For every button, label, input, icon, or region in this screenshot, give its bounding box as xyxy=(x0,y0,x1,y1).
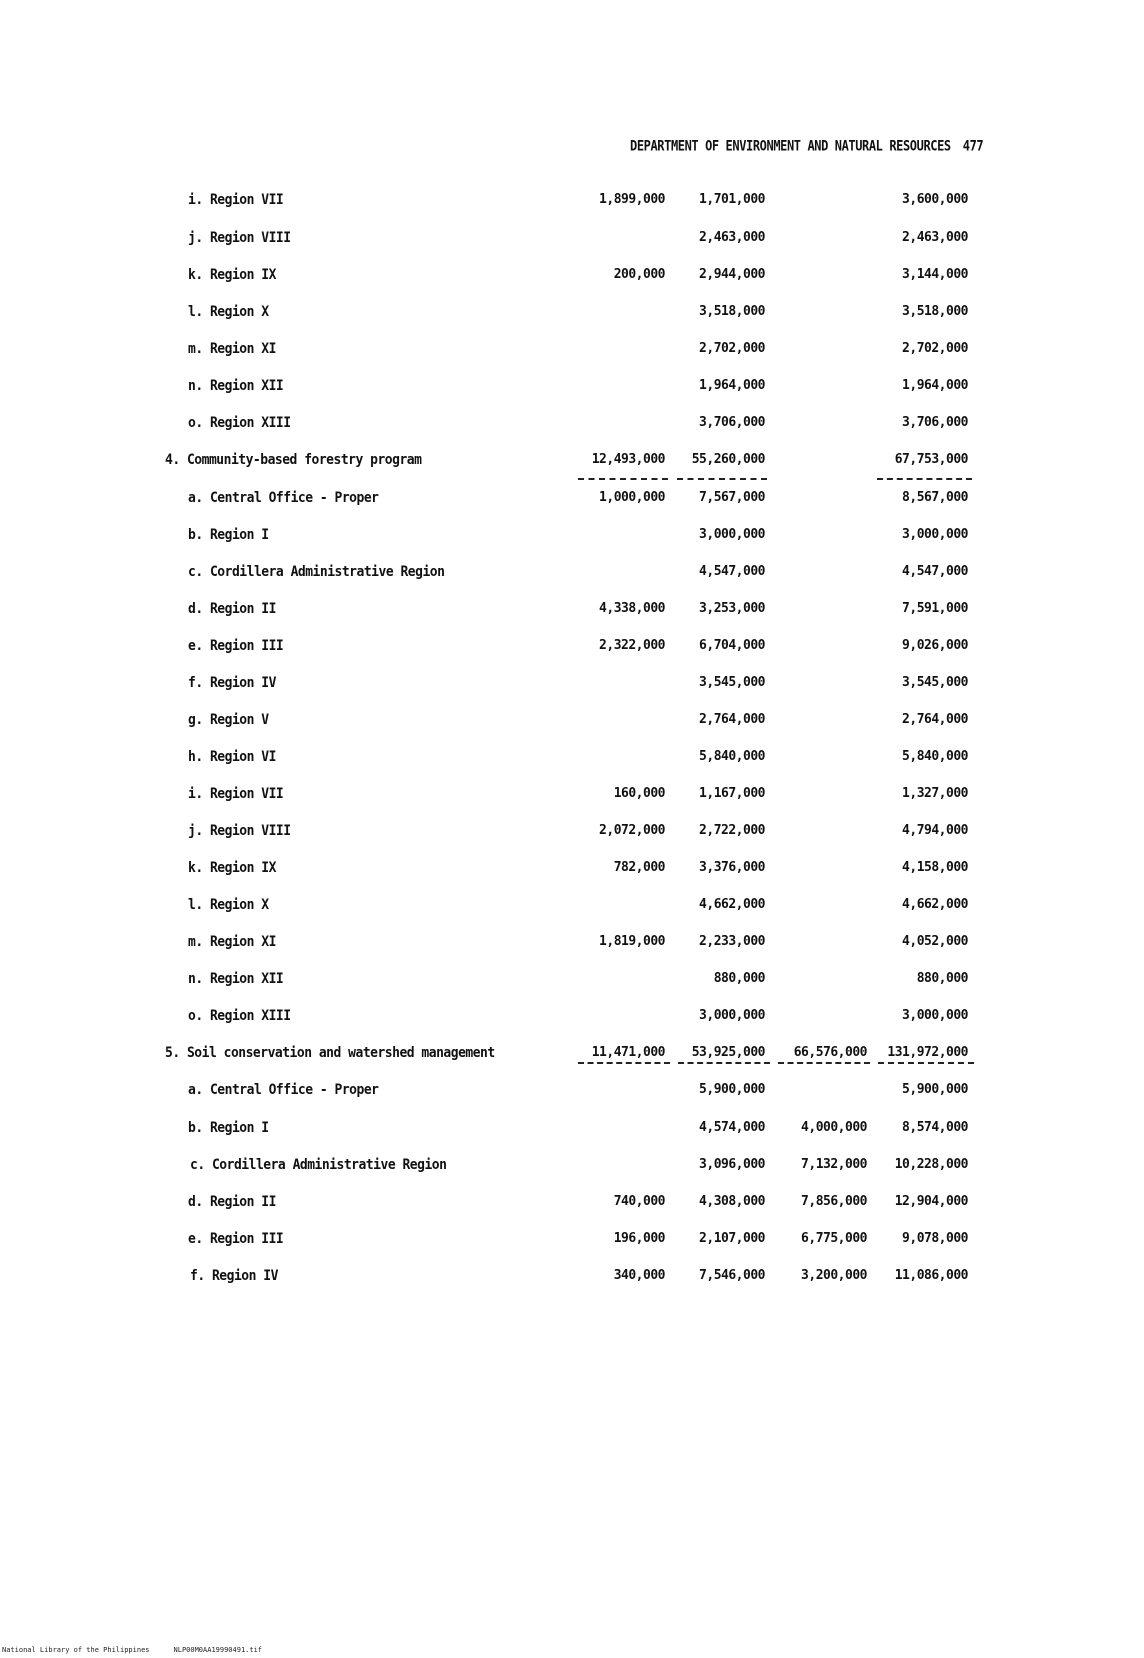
amount-c1: 782,000 xyxy=(613,860,665,875)
table-row xyxy=(0,564,1144,590)
amount-c2: 6,704,000 xyxy=(699,638,765,653)
amount-c3: 3,200,000 xyxy=(801,1268,867,1283)
amount-c4: 3,600,000 xyxy=(902,192,968,207)
amount-c4: 131,972,000 xyxy=(887,1045,968,1060)
amount-c1: 1,000,000 xyxy=(599,490,665,505)
amount-c2: 3,000,000 xyxy=(699,527,765,542)
row-label: c. Cordillera Administrative Region xyxy=(188,564,445,581)
row-label: f. Region IV xyxy=(188,675,276,692)
row-label: 5. Soil conservation and watershed management xyxy=(165,1045,495,1062)
amount-c2: 4,547,000 xyxy=(699,564,765,579)
amount-c2: 2,702,000 xyxy=(699,341,765,356)
row-label: d. Region II xyxy=(188,601,276,618)
amount-c2: 7,567,000 xyxy=(699,490,765,505)
table-row xyxy=(0,192,1144,218)
amount-c2: 1,167,000 xyxy=(699,786,765,801)
row-label: o. Region XIII xyxy=(188,415,291,432)
row-label: f. Region IV xyxy=(190,1268,278,1285)
amount-c2: 5,840,000 xyxy=(699,749,765,764)
amount-c4: 4,662,000 xyxy=(902,897,968,912)
table-row xyxy=(0,934,1144,960)
amount-c2: 5,900,000 xyxy=(699,1082,765,1097)
amount-c1: 160,000 xyxy=(613,786,665,801)
amount-c4: 8,574,000 xyxy=(902,1120,968,1135)
row-label: m. Region XI xyxy=(188,341,276,358)
amount-c2: 3,000,000 xyxy=(699,1008,765,1023)
row-label: e. Region III xyxy=(188,638,284,655)
table-row xyxy=(0,267,1144,293)
amount-c4: 4,158,000 xyxy=(902,860,968,875)
header-title: DEPARTMENT OF ENVIRONMENT AND NATURAL RESOURCES xyxy=(630,138,951,155)
amount-c2: 7,546,000 xyxy=(699,1268,765,1283)
table-row xyxy=(0,1082,1144,1108)
row-label: n. Region XII xyxy=(188,378,284,395)
subtotal-rule xyxy=(678,1062,770,1064)
amount-c1: 2,072,000 xyxy=(599,823,665,838)
row-label: j. Region VIII xyxy=(188,823,291,840)
row-label: b. Region I xyxy=(188,1120,269,1137)
subtotal-rule xyxy=(878,1062,974,1064)
amount-c4: 880,000 xyxy=(916,971,968,986)
row-label: o. Region XIII xyxy=(188,1008,291,1025)
row-label: d. Region II xyxy=(188,1194,276,1211)
amount-c2: 2,764,000 xyxy=(699,712,765,727)
amount-c4: 3,706,000 xyxy=(902,415,968,430)
amount-c4: 1,327,000 xyxy=(902,786,968,801)
amount-c2: 2,107,000 xyxy=(699,1231,765,1246)
amount-c2: 55,260,000 xyxy=(691,452,765,467)
amount-c4: 3,144,000 xyxy=(902,267,968,282)
amount-c2: 3,376,000 xyxy=(699,860,765,875)
library-name: National Library of the Philippines xyxy=(2,1646,150,1654)
amount-c4: 3,000,000 xyxy=(902,527,968,542)
amount-c2: 4,662,000 xyxy=(699,897,765,912)
amount-c2: 1,701,000 xyxy=(699,192,765,207)
file-name: NLP00M0AA19990491.tif xyxy=(173,1646,263,1654)
amount-c2: 4,574,000 xyxy=(699,1120,765,1135)
amount-c3: 66,576,000 xyxy=(793,1045,867,1060)
row-label: a. Central Office - Proper xyxy=(188,1082,379,1099)
table-row xyxy=(0,378,1144,404)
amount-c4: 2,764,000 xyxy=(902,712,968,727)
amount-c2: 1,964,000 xyxy=(699,378,765,393)
table-row xyxy=(0,786,1144,812)
amount-c4: 10,228,000 xyxy=(894,1157,968,1172)
row-label: k. Region IX xyxy=(188,860,276,877)
amount-c4: 11,086,000 xyxy=(894,1268,968,1283)
table-row xyxy=(0,452,1144,478)
amount-c2: 3,096,000 xyxy=(699,1157,765,1172)
table-row xyxy=(0,230,1144,256)
table-row xyxy=(0,897,1144,923)
amount-c4: 2,463,000 xyxy=(902,230,968,245)
row-label: l. Region X xyxy=(188,304,269,321)
table-row xyxy=(0,971,1144,997)
amount-c4: 3,000,000 xyxy=(902,1008,968,1023)
row-label: n. Region XII xyxy=(188,971,284,988)
row-label: j. Region VIII xyxy=(188,230,291,247)
table-row xyxy=(0,304,1144,330)
row-label: h. Region VI xyxy=(188,749,276,766)
amount-c4: 2,702,000 xyxy=(902,341,968,356)
amount-c4: 3,545,000 xyxy=(902,675,968,690)
amount-c2: 3,706,000 xyxy=(699,415,765,430)
amount-c1: 4,338,000 xyxy=(599,601,665,616)
table-row xyxy=(0,823,1144,849)
amount-c1: 2,322,000 xyxy=(599,638,665,653)
amount-c4: 5,900,000 xyxy=(902,1082,968,1097)
table-row xyxy=(0,415,1144,441)
amount-c2: 3,545,000 xyxy=(699,675,765,690)
amount-c4: 4,052,000 xyxy=(902,934,968,949)
amount-c2: 2,233,000 xyxy=(699,934,765,949)
amount-c4: 9,078,000 xyxy=(902,1231,968,1246)
amount-c2: 3,253,000 xyxy=(699,601,765,616)
amount-c1: 740,000 xyxy=(613,1194,665,1209)
row-label: b. Region I xyxy=(188,527,269,544)
amount-c4: 8,567,000 xyxy=(902,490,968,505)
amount-c4: 4,794,000 xyxy=(902,823,968,838)
subtotal-rule xyxy=(677,478,767,480)
table-row xyxy=(0,527,1144,553)
page-number: 477 xyxy=(962,138,984,155)
amount-c1: 12,493,000 xyxy=(591,452,665,467)
amount-c3: 7,856,000 xyxy=(801,1194,867,1209)
amount-c4: 5,840,000 xyxy=(902,749,968,764)
amount-c2: 4,308,000 xyxy=(699,1194,765,1209)
table-row xyxy=(0,1045,1144,1071)
amount-c4: 7,591,000 xyxy=(902,601,968,616)
amount-c4: 4,547,000 xyxy=(902,564,968,579)
amount-c1: 1,899,000 xyxy=(599,192,665,207)
table-row xyxy=(0,341,1144,367)
amount-c1: 340,000 xyxy=(613,1268,665,1283)
table-row xyxy=(0,1008,1144,1034)
subtotal-rule xyxy=(578,1062,670,1064)
table-row xyxy=(0,490,1144,516)
amount-c2: 880,000 xyxy=(713,971,765,986)
table-row xyxy=(0,712,1144,738)
table-row xyxy=(0,1120,1144,1146)
amount-c2: 53,925,000 xyxy=(691,1045,765,1060)
subtotal-rule xyxy=(877,478,972,480)
amount-c2: 2,944,000 xyxy=(699,267,765,282)
amount-c2: 2,463,000 xyxy=(699,230,765,245)
table-row xyxy=(0,1157,1144,1183)
amount-c3: 4,000,000 xyxy=(801,1120,867,1135)
row-label: 4. Community-based forestry program xyxy=(165,452,422,469)
row-label: m. Region XI xyxy=(188,934,276,951)
table-row xyxy=(0,1268,1144,1294)
amount-c4: 3,518,000 xyxy=(902,304,968,319)
row-label: i. Region VII xyxy=(188,786,284,803)
table-row xyxy=(0,638,1144,664)
table-row xyxy=(0,601,1144,627)
row-label: l. Region X xyxy=(188,897,269,914)
subtotal-rule xyxy=(578,478,668,480)
row-label: e. Region III xyxy=(188,1231,284,1248)
amount-c3: 7,132,000 xyxy=(801,1157,867,1172)
row-label: a. Central Office - Proper xyxy=(188,490,379,507)
amount-c4: 9,026,000 xyxy=(902,638,968,653)
table-row xyxy=(0,749,1144,775)
amount-c1: 11,471,000 xyxy=(591,1045,665,1060)
amount-c2: 2,722,000 xyxy=(699,823,765,838)
amount-c2: 3,518,000 xyxy=(699,304,765,319)
amount-c1: 196,000 xyxy=(613,1231,665,1246)
amount-c4: 1,964,000 xyxy=(902,378,968,393)
subtotal-rule xyxy=(778,1062,870,1064)
amount-c4: 67,753,000 xyxy=(894,452,968,467)
table-row xyxy=(0,860,1144,886)
amount-c4: 12,904,000 xyxy=(894,1194,968,1209)
table-row xyxy=(0,675,1144,701)
row-label: k. Region IX xyxy=(188,267,276,284)
amount-c1: 1,819,000 xyxy=(599,934,665,949)
scan-footer xyxy=(2,1646,262,1654)
amount-c3: 6,775,000 xyxy=(801,1231,867,1246)
row-label: i. Region VII xyxy=(188,192,284,209)
table-row xyxy=(0,1231,1144,1257)
row-label: g. Region V xyxy=(188,712,269,729)
amount-c1: 200,000 xyxy=(613,267,665,282)
row-label: c. Cordillera Administrative Region xyxy=(190,1157,447,1174)
table-row xyxy=(0,1194,1144,1220)
